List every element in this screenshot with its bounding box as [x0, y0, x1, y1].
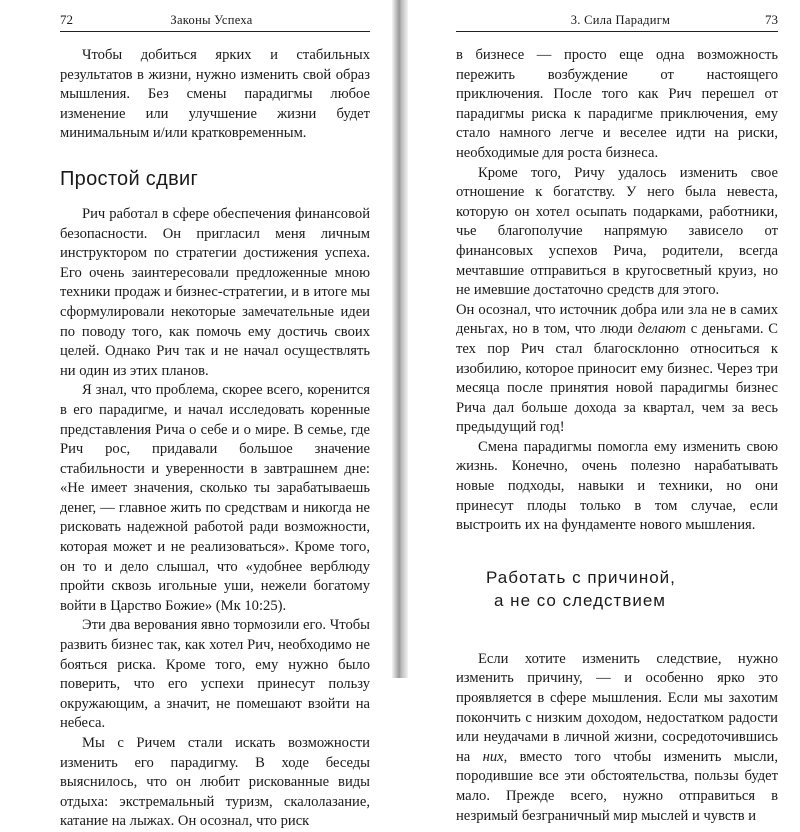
right-page	[408, 0, 800, 824]
paragraph: Чтобы добиться ярких и стабильных результатов в жизни, нужно изменить свой образ мышления. Без смены парадигмы любое изменение или улучшение жизни будет минимальным и/или кратковременным.	[60, 47, 370, 142]
paragraph: Рич работал в сфере обеспечения финансовой безопасности. Он пригласил меня личным инструктором по стратегии достижения успеха. Его очень заинтересовали предложенные мною техники продаж и бизнес-стратегии, и в итоге мы сформулировали некоторые замечательные идеи по поводу того, как помочь ему достичь своих целей. Однако Рич так и не начал осуществлять ни один из этих планов.	[60, 205, 370, 379]
book-gutter	[392, 0, 408, 678]
paragraph: Эти два верования явно тормозили его. Чтобы развить бизнес так, как хотел Рич, необходимо не бояться риска. Кроме того, ему нужно было поверить, что его успехи принесут пользу окружающим, а значит, не помешают взойти на небеса.	[60, 617, 370, 732]
section-heading	[486, 566, 778, 612]
paragraph: Я знал, что проблема, скорее всего, коренится в его парадигме, и начал исследовать коренные представления Рича о себе и о мире. В семье, где Рич рос, придавали большое значение стабильности и уверенности в завтрашнем дне: «Не имеет значения, сколько ты зарабатываешь денег, — главное жить по средствам и никогда не рисковать надежной работой ради возможности, которая может и не реализоваться». Кроме того, он то и дело слышал, что «удобнее верблюду пройти сквозь игольные уши, нежели богатому войти в Царство Божие» (Мк 10:25).	[60, 382, 370, 614]
page-number: 72	[60, 12, 73, 27]
heading-line: а не со следствием	[494, 590, 666, 610]
emphasis: них	[482, 748, 504, 765]
running-title: Законы Успеха	[170, 13, 253, 27]
section-heading: Простой сдвиг	[60, 167, 199, 190]
left-page	[0, 0, 392, 830]
paragraph: Смена парадигмы помогла ему изменить свою жизнь. Конечно, очень полезно нарабатывать новые подходы, навыки и техники, но они принесут плоды только в том случае, если выстроить их на фундаменте нового мышления.	[456, 438, 778, 534]
paragraph: Если хотите изменить следствие, нужно изменить причину, — и особенно ярко это проявляется в сфере мышления. Если мы захотим покончить с низким доходом, недостатком радости или неудачами в личной жизни, сосредоточившись на них, вместо того чтобы изменить мысли, породившие все эти обстоятельства, пользы будет мало. Прежде всего, нужно отправиться в незримый безграничный мир мыслей и чувств и	[456, 650, 778, 824]
heading-line: Работать с причиной,	[486, 567, 676, 587]
running-title: 3. Сила Парадигм	[570, 13, 671, 27]
paragraph: Мы с Ричем стали искать возможности изменить его парадигму. В ходе беседы выяснилось, что он любит рискованные виды отдыха: экстремальный туризм, скалолазание, катание на лыжах. Он осознал, что риск	[60, 735, 370, 830]
paragraph: Он осознал, что источник добра или зла не в самих деньгах, но в том, что люди делают с деньгами. С тех пор Рич стал благосклонно относиться к изобилию, которое приносит ему бизнес. Через три месяца после принятия новой парадигмы бизнес Рича дал больше дохода за квартал, чем за весь предыдущий год!	[456, 301, 778, 436]
paragraph: в бизнесе — просто еще одна возможность пережить возбуждение от настоящего приключения. После того как Рич перешел от парадигмы риска к парадигме приключения, ему стало намного легче и веселее идти на риски, необходимые для роста бизнеса.	[456, 47, 778, 161]
running-header	[456, 12, 778, 32]
emphasis: делают	[637, 321, 687, 338]
page-number: 73	[764, 12, 778, 27]
paragraph: Кроме того, Ричу удалось изменить свое отношение к богатству. У него была невеста, которую он хотел осыпать подарками, работники, чье благополучие напрямую зависело от финансовых успехов Рича, родители, всегда мечтавшие отправиться в кругосветный круиз, но не имевшие достаточно средств для этого.	[456, 164, 778, 299]
running-header	[60, 12, 370, 32]
